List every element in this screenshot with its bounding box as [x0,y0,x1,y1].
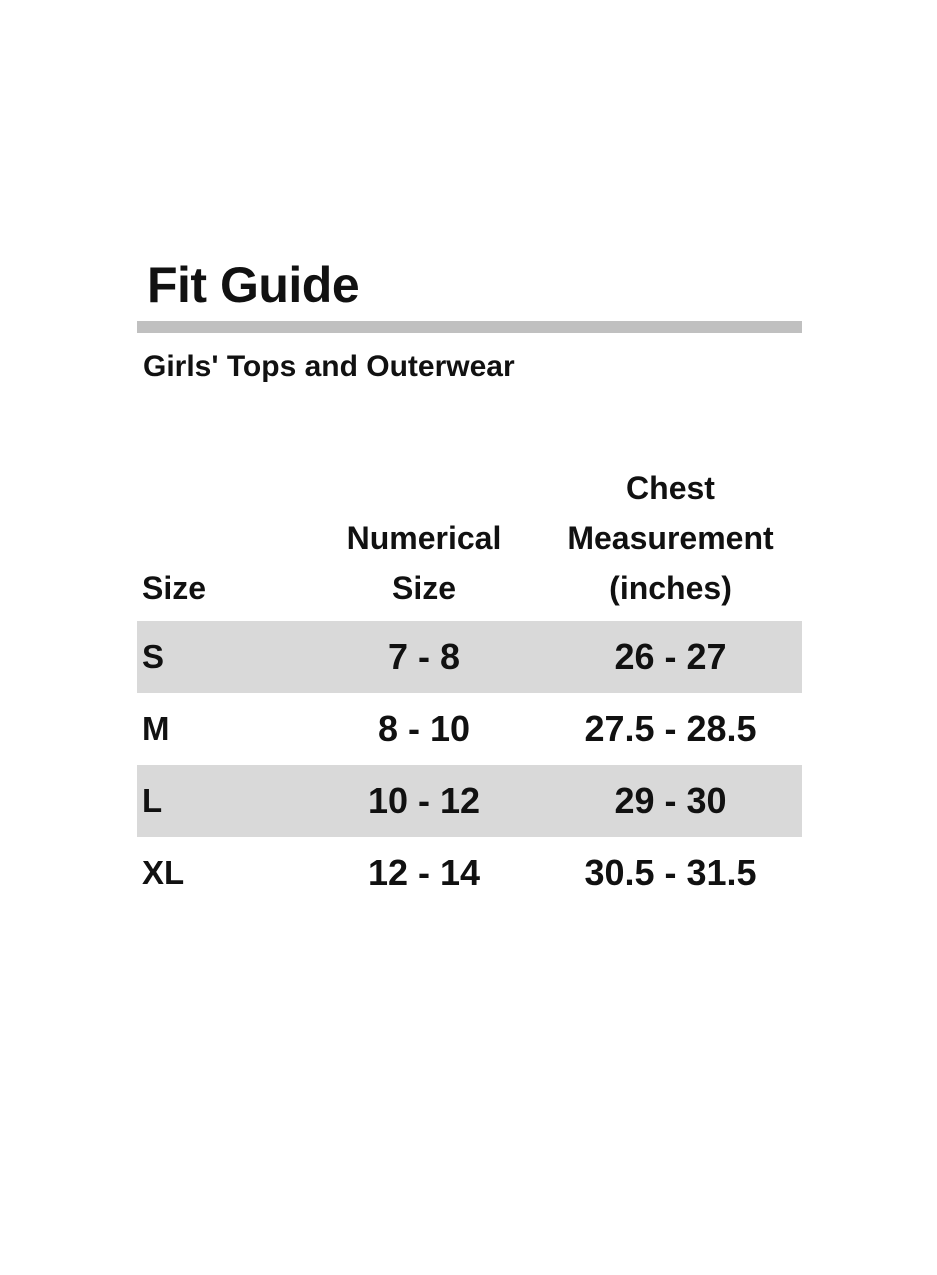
fit-guide [137,255,802,909]
table-row [137,837,802,909]
table-row [137,693,802,765]
header-size-line: Size [142,570,207,606]
chest-cell: 26 - 27 [539,621,802,693]
chest-cell: 29 - 30 [539,765,802,837]
header-size [137,463,309,621]
subtitle: Girls' Tops and Outerwear [143,350,515,383]
numerical-cell: 7 - 8 [309,621,539,693]
numerical-cell: 12 - 14 [367,852,481,893]
size-cell: XL [142,854,185,891]
size-table [137,463,802,909]
size-cell: S [137,621,309,693]
header-chest-line: Measurement [567,520,774,556]
header-numerical-line: Size [391,570,457,606]
chest-cell: 27.5 - 28.5 [584,708,757,749]
size-cell: M [142,710,170,747]
size-cell: L [137,765,309,837]
table-row [137,765,802,837]
header-chest-measurement [539,463,802,621]
page-title: Fit Guide [147,257,360,313]
chest-cell: 30.5 - 31.5 [584,852,757,893]
header-chest-line: Chest [626,470,715,506]
title-rule [137,321,802,333]
numerical-cell: 8 - 10 [377,708,471,749]
numerical-cell: 10 - 12 [309,765,539,837]
header-numerical-line: Numerical [346,520,502,556]
header-chest-line: (inches) [609,570,732,606]
table-row [137,621,802,693]
header-numerical-size [309,463,539,621]
header-row [137,463,802,621]
